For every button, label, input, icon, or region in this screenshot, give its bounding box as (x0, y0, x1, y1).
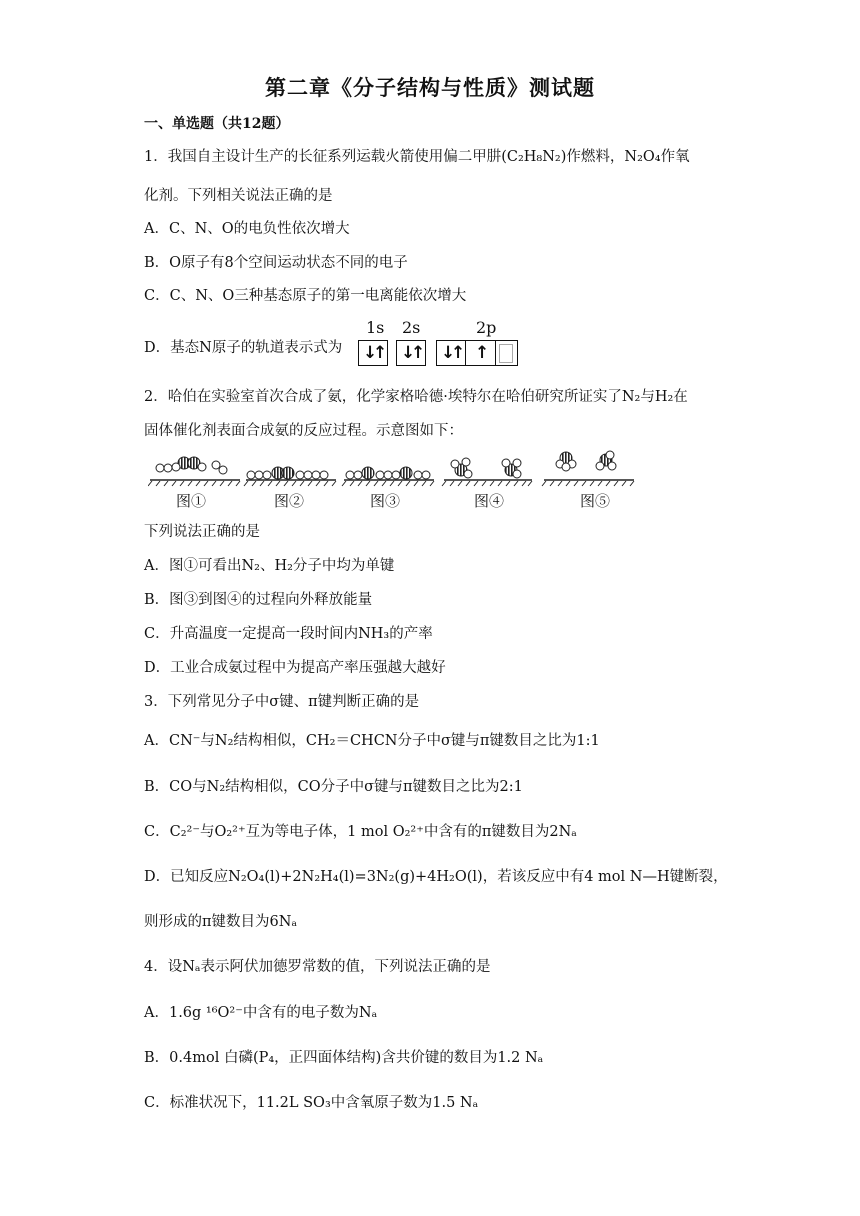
q2-option-a: A．图①可看出N₂、H₂分子中均为单键 (144, 558, 395, 574)
q4-option-a: A．1.6g ¹⁶O²⁻中含有的电子数为Nₐ (144, 1005, 378, 1021)
orbital-box-2s (396, 340, 426, 366)
molecules-fig4 (451, 458, 521, 478)
q2-stem-line2: 固体催化剂表面合成氨的反应过程。示意图如下： (144, 423, 463, 439)
orbital-box-2p-3 (496, 340, 518, 366)
page-title: 第二章《分子结构与性质》测试题 (265, 75, 595, 100)
arrow-down-icon: ↓ (363, 343, 378, 363)
molecules-fig3 (346, 467, 430, 479)
q3-option-c: C．C₂²⁻与O₂²⁺互为等电子体，1 mol O₂²⁺中含有的π键数目为2Nₐ (144, 824, 577, 840)
molecules-fig2 (247, 467, 328, 479)
q2-option-d: D．工业合成氨过程中为提高产率压强越大越好 (144, 660, 446, 676)
arrow-up-icon: ↑ (451, 343, 466, 363)
fig-label-2: 图② (274, 492, 305, 510)
orbital-label-2p: 2p (476, 318, 497, 337)
arrow-up-icon: ↑ (475, 343, 490, 363)
fig-label-4: 图④ (474, 492, 505, 510)
q1-stem-line2: 化剂。下列相关说法正确的是 (144, 188, 333, 204)
q2-stem-question: 下列说法正确的是 (144, 524, 260, 540)
orbital-box-1s (358, 340, 388, 366)
q1-option-d: D．基态N原子的轨道表示式为 (144, 340, 343, 356)
arrow-down-icon: ↓ (401, 343, 416, 363)
q3-option-d-line2: 则形成的π键数目为6Nₐ (144, 914, 298, 930)
q4-stem: 4．设Nₐ表示阿伏加德罗常数的值，下列说法正确的是 (144, 959, 491, 975)
reaction-schematic (148, 448, 648, 514)
orbital-label-2s: 2s (402, 318, 421, 337)
fig-label-3: 图③ (370, 492, 401, 510)
q1-option-c: C．C、N、O三种基态原子的第一电离能依次增大 (144, 288, 467, 304)
q3-option-b: B．CO与N₂结构相似，CO分子中σ键与π键数目之比为2:1 (144, 779, 523, 795)
q1-stem-line1: 1．我国自主设计生产的长征系列运载火箭使用偏二甲肼(C₂H₈N₂)作燃料，N₂O₄作氧 (144, 149, 690, 165)
fig-label-1: 图① (176, 492, 207, 510)
arrow-up-icon: ↑ (411, 343, 426, 363)
arrow-down-icon: ↓ (441, 343, 456, 363)
q2-option-b: B．图③到图④的过程向外释放能量 (144, 592, 373, 608)
molecules-fig1 (156, 457, 227, 474)
q1-option-a: A．C、N、O的电负性依次增大 (144, 221, 350, 237)
orbital-box-2p-1 (436, 340, 466, 366)
q2-option-c: C．升高温度一定提高一段时间内NH₃的产率 (144, 626, 433, 642)
q3-option-d-line1: D．已知反应N₂O₄(l)+2N₂H₄(l)=3N₂(g)+4H₂O(l)，若该反应中有4 mol N—H键断裂， (144, 869, 728, 885)
q3-stem: 3．下列常见分子中σ键、π键判断正确的是 (144, 694, 420, 710)
arrow-up-icon: ↑ (373, 343, 388, 363)
orbital-box-2p-2 (466, 340, 496, 366)
molecules-fig5 (556, 451, 616, 471)
q4-option-c: C．标准状况下，11.2L SO₃中含氧原子数为1.5 Nₐ (144, 1095, 479, 1111)
section-heading: 一、单选题（共12题） (144, 116, 290, 132)
empty-orbital-icon (499, 344, 513, 363)
q3-option-a: A．CN⁻与N₂结构相似，CH₂＝CHCN分子中σ键与π键数目之比为1:1 (144, 733, 600, 749)
q2-stem-line1: 2．哈伯在实验室首次合成了氨，化学家格哈德·埃特尔在哈伯研究所证实了N₂与H₂在 (144, 389, 688, 405)
q4-option-b: B．0.4mol 白磷(P₄，正四面体结构)含共价键的数目为1.2 Nₐ (144, 1050, 544, 1066)
orbital-label-1s: 1s (366, 318, 385, 337)
fig-label-5: 图⑤ (580, 492, 611, 510)
q1-option-b: B．O原子有8个空间运动状态不同的电子 (144, 255, 408, 271)
